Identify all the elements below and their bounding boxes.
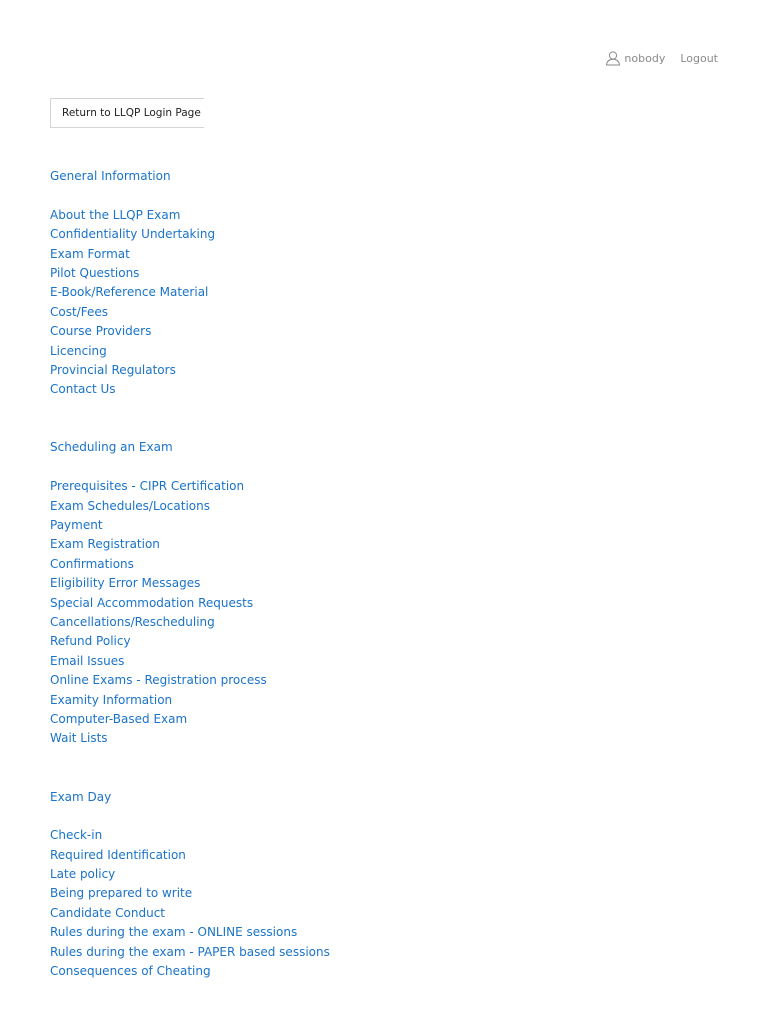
nav-link-exam-registration[interactable]: Exam Registration [50, 537, 160, 552]
nav-link-computer-based-exam[interactable]: Computer-Based Exam [50, 711, 188, 726]
nav-link-exam-format[interactable]: Exam Format [50, 246, 130, 261]
nav-link-email-issues[interactable]: Email Issues [50, 653, 125, 668]
help-navigation [50, 167, 330, 981]
nav-link-special-accommodation-requests[interactable]: Special Accommodation Requests [50, 595, 254, 610]
nav-link-course-providers[interactable]: Course Providers [50, 324, 152, 339]
nav-link-rules-during-the-exam-online-sessions[interactable]: Rules during the exam - ONLINE sessions [50, 925, 298, 940]
user-bar [605, 50, 718, 66]
return-to-login-button[interactable]: Return to LLQP Login Page [50, 98, 204, 128]
username: nobody [624, 51, 666, 65]
section-spacer [50, 400, 330, 439]
section-spacer [50, 186, 330, 205]
nav-link-check-in[interactable]: Check-in [50, 828, 103, 843]
nav-link-cost-fees[interactable]: Cost/Fees [50, 304, 108, 319]
nav-link-licencing[interactable]: Licencing [50, 343, 107, 358]
nav-link-wait-lists[interactable]: Wait Lists [50, 731, 108, 746]
section-spacer [50, 807, 330, 826]
nav-link-examity-information[interactable]: Examity Information [50, 692, 173, 707]
nav-link-payment[interactable]: Payment [50, 518, 103, 533]
nav-link-contact-us[interactable]: Contact Us [50, 382, 116, 397]
nav-link-provincial-regulators[interactable]: Provincial Regulators [50, 362, 176, 377]
nav-link-confirmations[interactable]: Confirmations [50, 556, 134, 571]
nav-link-exam-schedules-locations[interactable]: Exam Schedules/Locations [50, 498, 210, 513]
nav-link-eligibility-error-messages[interactable]: Eligibility Error Messages [50, 576, 201, 591]
section-title-scheduling-an-exam[interactable]: Scheduling an Exam [50, 440, 173, 455]
nav-link-confidentiality-undertaking[interactable]: Confidentiality Undertaking [50, 227, 216, 242]
nav-link-refund-policy[interactable]: Refund Policy [50, 634, 131, 649]
nav-link-candidate-conduct[interactable]: Candidate Conduct [50, 905, 166, 920]
section-title-general-information[interactable]: General Information [50, 169, 171, 183]
nav-link-required-identification[interactable]: Required Identification [50, 847, 186, 862]
nav-link-late-policy[interactable]: Late policy [50, 867, 116, 882]
nav-link-cancellations-rescheduling[interactable]: Cancellations/Rescheduling [50, 615, 215, 629]
nav-link-online-exams-registration-process[interactable]: Online Exams - Registration process [50, 673, 267, 688]
nav-link-rules-during-the-exam-paper-based-sessions[interactable]: Rules during the exam - PAPER based sessions [50, 944, 330, 959]
nav-link-e-book-reference-material[interactable]: E-Book/Reference Material [50, 285, 209, 300]
nav-link-consequences-of-cheating[interactable]: Consequences of Cheating [50, 964, 211, 979]
nav-link-about-the-llqp-exam[interactable]: About the LLQP Exam [50, 207, 181, 222]
section-spacer [50, 458, 330, 477]
logout-link[interactable]: Logout [680, 51, 718, 65]
nav-link-being-prepared-to-write[interactable]: Being prepared to write [50, 886, 193, 901]
section-spacer [50, 749, 330, 788]
nav-link-prerequisites-cipr-certification[interactable]: Prerequisites - CIPR Certification [50, 479, 245, 494]
user-icon [605, 50, 621, 66]
section-title-exam-day[interactable]: Exam Day [50, 789, 112, 804]
nav-link-pilot-questions[interactable]: Pilot Questions [50, 265, 140, 280]
